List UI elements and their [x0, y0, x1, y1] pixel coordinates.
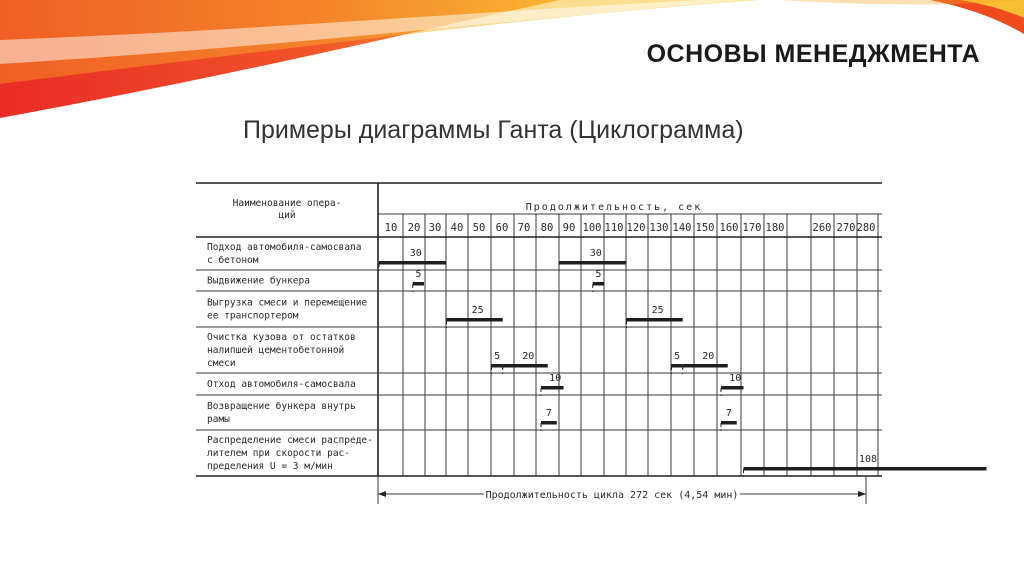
bar-duration-label: 25	[471, 305, 484, 316]
gantt-bar	[379, 261, 447, 265]
cycle-arrow-left	[378, 491, 386, 497]
time-tick-label: 20	[407, 222, 421, 234]
operation-label: лителем при скорости рас-	[207, 448, 350, 459]
time-tick-label: 170	[742, 222, 762, 234]
bar-duration-label: 7	[545, 408, 552, 419]
operation-label: налипшей цементобетонной	[207, 345, 345, 356]
time-tick-label: 260	[812, 222, 832, 234]
time-tick-label: 80	[540, 222, 554, 234]
operation-label: рамы	[207, 414, 230, 425]
time-tick-label: 90	[562, 222, 576, 234]
gantt-bar	[559, 261, 627, 265]
operation-label: Подход автомобиля-самосвала	[207, 242, 362, 253]
cycle-arrow-right	[858, 491, 866, 497]
bar-duration-label: 5	[415, 269, 422, 280]
bar-duration-label: 5	[494, 351, 501, 362]
gantt-bar	[627, 318, 683, 322]
time-tick-label: 130	[649, 222, 669, 234]
operations-header: ций	[278, 210, 296, 221]
time-tick-label: 40	[450, 222, 464, 234]
time-tick-label: 110	[604, 222, 624, 234]
duration-header: Продолжительность, сек	[525, 202, 703, 213]
time-tick-label: 30	[428, 222, 442, 234]
gantt-bar	[492, 364, 503, 368]
time-tick-label: 180	[765, 222, 785, 234]
bar-duration-label: 30	[409, 248, 422, 259]
time-tick-label: 50	[472, 222, 486, 234]
operation-label: Выдвижение бункера	[207, 275, 310, 287]
gantt-bar	[541, 421, 557, 425]
gantt-bar	[413, 282, 424, 286]
gantt-bar	[593, 282, 604, 286]
gantt-bar	[683, 364, 728, 368]
gantt-bar	[447, 318, 503, 322]
operation-label: смеси	[207, 358, 236, 369]
bar-duration-label: 20	[522, 351, 535, 362]
time-tick-label: 140	[672, 222, 692, 234]
operation-label: Выгрузка смеси и перемещение	[207, 297, 368, 309]
time-tick-label: 280	[856, 222, 876, 234]
time-tick-label: 10	[384, 222, 398, 234]
bar-duration-label: 30	[589, 248, 602, 259]
bar-duration-label: 5	[595, 269, 602, 280]
time-tick-label: 60	[495, 222, 509, 234]
operation-label: Возвращение бункера внутрь	[207, 401, 356, 412]
operation-label: пределения U = 3 м/мин	[207, 461, 333, 472]
bar-duration-label: 20	[702, 351, 715, 362]
time-tick-label: 150	[695, 222, 715, 234]
gantt-bar	[721, 421, 737, 425]
slide-subtitle: Примеры диаграммы Ганта (Циклограмма)	[243, 116, 744, 144]
operation-label: Очистка кузова от остатков	[207, 332, 356, 343]
time-tick-label: 100	[582, 222, 602, 234]
page-title: ОСНОВЫ МЕНЕДЖМЕНТА	[646, 40, 980, 68]
operation-label: ее транспортером	[207, 310, 299, 322]
gantt-bar	[721, 386, 744, 390]
gantt-bar	[541, 386, 564, 390]
bar-duration-label: 108	[858, 454, 878, 465]
bar-duration-label: 25	[651, 305, 664, 316]
gantt-bar	[503, 364, 548, 368]
bar-duration-label: 10	[549, 373, 562, 384]
time-tick-label: 120	[626, 222, 646, 234]
operations-header: Наименование опера-	[232, 198, 342, 209]
bar-duration-label: 5	[674, 351, 681, 362]
cycle-duration-label: Продолжительность цикла 272 сек (4,54 мин)	[485, 490, 739, 501]
gantt-bar	[672, 364, 683, 368]
gantt-bar	[744, 467, 987, 471]
bar-duration-label: 10	[729, 373, 742, 384]
operation-label: Отход автомобиля-самосвала	[207, 379, 356, 390]
time-tick-label: 270	[836, 222, 856, 234]
time-tick-label: 160	[719, 222, 739, 234]
time-tick-label: 70	[517, 222, 531, 234]
operation-label: Распределение смеси распреде-	[207, 435, 373, 446]
operation-label: с бетоном	[207, 255, 259, 266]
bar-duration-label: 7	[725, 408, 732, 419]
